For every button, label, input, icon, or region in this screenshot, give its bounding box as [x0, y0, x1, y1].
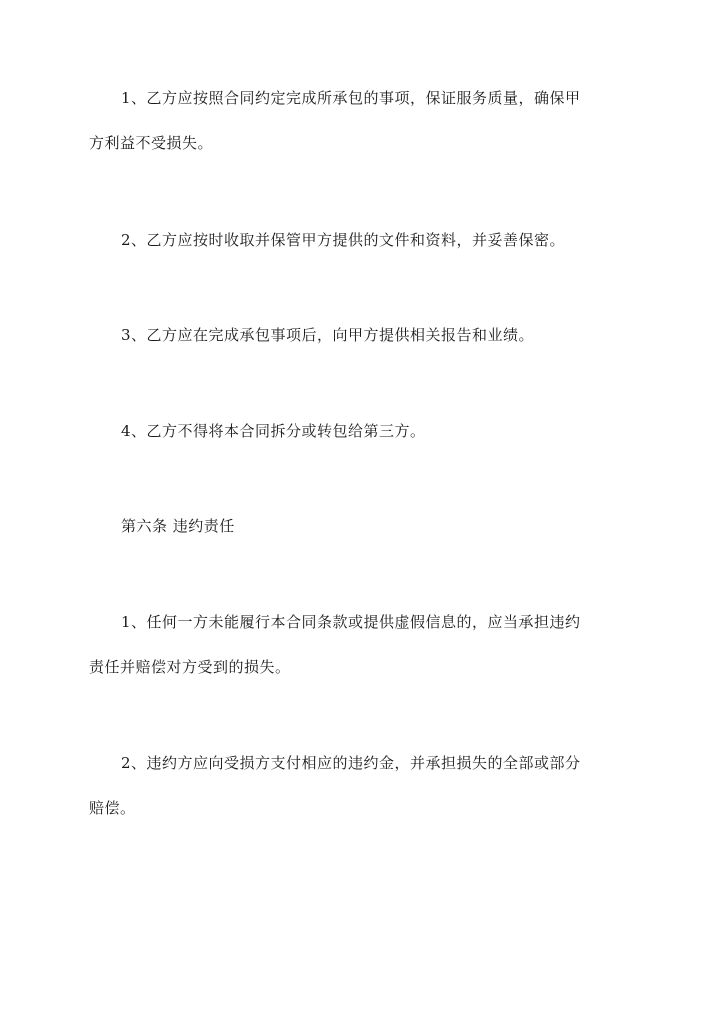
clause-5-item-2: 2、乙方应按时收取并保管甲方提供的文件和资料，并妥善保密。 [121, 231, 566, 249]
section-heading-article-6: 第六条 违约责任 [121, 517, 235, 535]
clause-5-item-4: 4、乙方不得将本合同拆分或转包给第三方。 [121, 422, 426, 440]
clause-5-item-1-line-1: 1、乙方应按照合同约定完成所承包的事项，保证服务质量，确保甲 [121, 89, 581, 107]
clause-5-item-3: 3、乙方应在完成承包事项后，向甲方提供相关报告和业绩。 [121, 326, 535, 344]
clause-6-item-1-line-2: 责任并赔偿对方受到的损失。 [89, 658, 291, 676]
clause-6-item-2-line-1: 2、违约方应向受损方支付相应的违约金，并承担损失的全部或部分 [121, 754, 581, 772]
clause-6-item-2-line-2: 赔偿。 [89, 799, 136, 817]
clause-5-item-1-line-2: 方利益不受损失。 [89, 134, 214, 152]
clause-6-item-1-line-1: 1、任何一方未能履行本合同条款或提供虚假信息的，应当承担违约 [121, 613, 581, 631]
